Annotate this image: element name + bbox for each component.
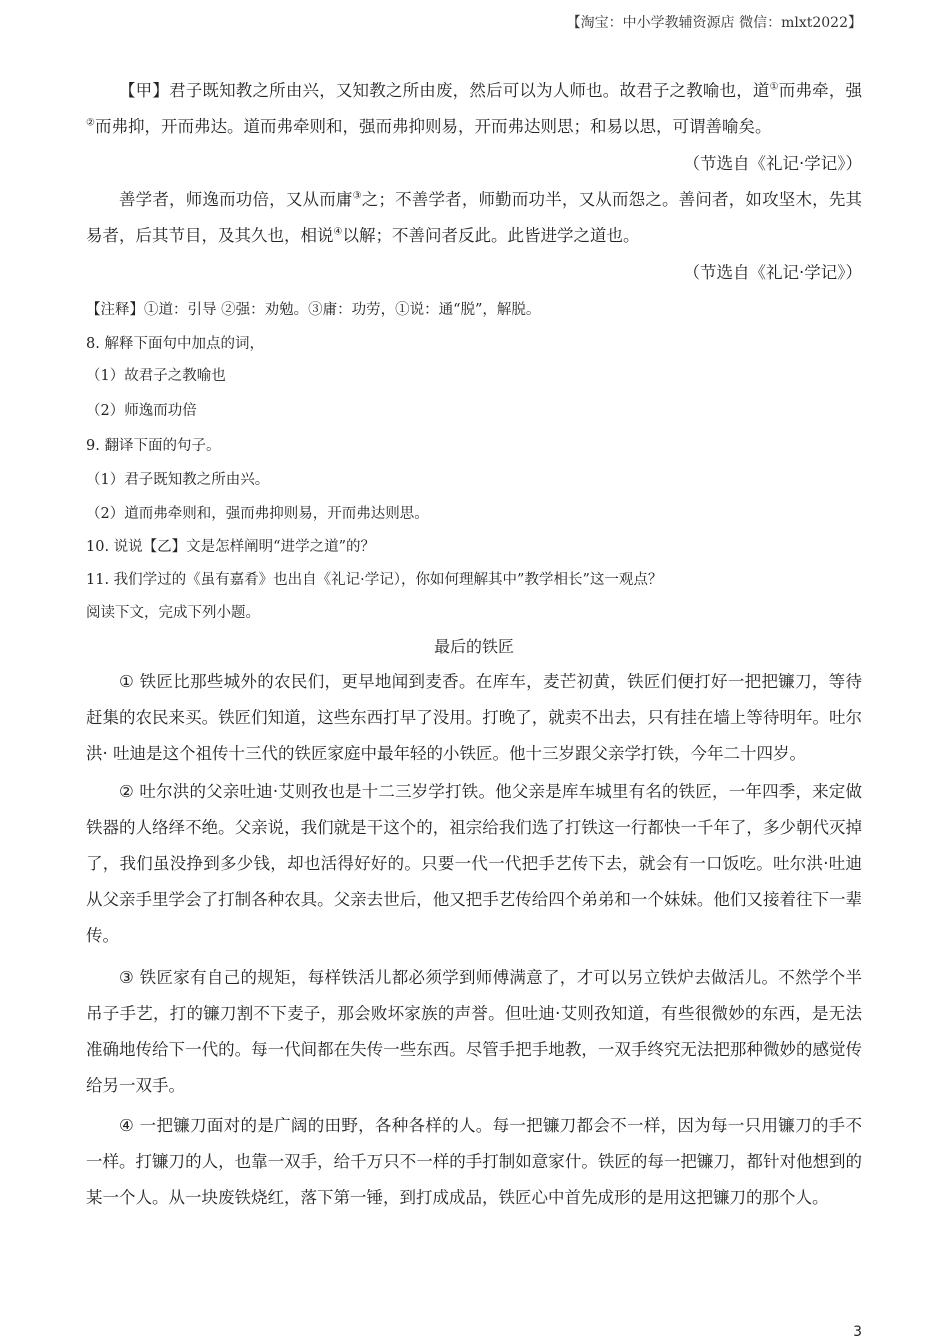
page-header: 【淘宝：中小学教辅资源店 微信：mlxt2022】 [566, 15, 862, 31]
question-11: 11. 我们学过的《虽有嘉肴》也出自《礼记·学记），你如何理解其中”教学相长”这一观点？ [86, 572, 663, 588]
passage-yi-text-1: 善学者，师逸而功倍，又从而庸 [119, 190, 353, 209]
passage-yi-source: （节选自《礼记·学记》） [683, 263, 862, 282]
question-8: 8. 解释下面句中加点的词， [86, 336, 264, 352]
question-10: 10. 说说【乙】文是怎样阐明“进学之道”的？ [86, 539, 375, 555]
question-9-1: （1）君子既知教之所由兴。 [86, 472, 270, 488]
passage-yi-text-2: 之；不善学者，师勤而功半，又从而怨之。善问者，如攻坚木，先其易者，后其节目，及其久也，相说 [86, 190, 863, 245]
reading-instruction: 阅读下文，完成下列小题。 [86, 605, 260, 621]
article-title: 最后的铁匠 [433, 637, 514, 656]
passage-jia-source: （节选自《礼记·学记》） [683, 154, 862, 173]
passage-jia-text-4: 而弗抑，开而弗达。道而弗牵则和，强而弗抑则易，开而弗达则思；和易以思，可谓善喻矣。 [94, 117, 772, 136]
annotation-notes: 【注释】①道：引导 ②强：劝勉。③庸：功劳，①说：通“脱”，解脱。 [86, 302, 541, 318]
footnote-ref-1: ① [769, 81, 779, 93]
article-paragraph-3: ③ 铁匠家有自己的规矩，每样铁活儿都必须学到师傅满意了，才可以另立铁炉去做活儿。不然学个半吊子手艺，打的镰刀割不下麦子，那会败坏家族的声誉。但吐迪·艾则孜知道，有些很微妙的东西，是无法准确地传给下一代的。每一代间都在失传一些东西。尽管手把手地教，一双手终究无法把那种微妙的感觉传给另一双手。 [86, 968, 862, 1095]
passage-jia-text-2: 而弗牵， [778, 81, 846, 100]
passage-jia-text-3: 强 [845, 81, 863, 100]
page-number: 3 [853, 1324, 862, 1340]
footnote-ref-2: ② [86, 117, 95, 129]
passage-yi [86, 182, 862, 254]
article-paragraph-1: ① 铁匠比那些城外的农民们，更早地闻到麦香。在库车，麦芒初黄，铁匠们便打好一把把镰刀，等待赶集的农民来买。铁匠们知道，这些东西打早了没用。打晚了，就卖不出去，只有挂在墙上等待明年。吐尔洪· 吐迪是这个祖传十三代的铁匠家庭中最年轻的小铁匠。他十三岁跟父亲学打铁，今年二十四岁。 [86, 672, 862, 763]
footnote-ref-4: ④ [333, 226, 343, 238]
question-8-1: （1）故君子之教喻也 [86, 368, 226, 384]
article-paragraph-2: ② 吐尔洪的父亲吐迪·艾则孜也是十二三岁学打铁。他父亲是库车城里有名的铁匠，一年四季，来定做铁器的人络绎不绝。父亲说，我们就是干这个的，祖宗给我们选了打铁这一行都快一千年了，多少朝代灭掉了，我们虽没挣到多少钱，却也活得好好的。只要一代一代把手艺传下去，就会有一口饭吃。吐尔洪·吐迪从父亲手里学会了打制各种农具。父亲去世后，他又把手艺传给四个弟弟和一个妹妹。他们又接着往下一辈传。 [86, 782, 862, 945]
passage-yi-text-3: 以解；不善问者反此。此皆进学之道也。 [342, 226, 640, 245]
footnote-ref-3: ③ [352, 190, 362, 202]
question-9: 9. 翻译下面的句子。 [86, 438, 221, 454]
question-8-2: （2）师逸而功倍 [86, 403, 197, 419]
question-9-2: （2）道而弗牵则和，强而弗抑则易，开而弗达则思。 [86, 506, 429, 522]
article-paragraph-4: ④ 一把镰刀面对的是广阔的田野，各种各样的人。每一把镰刀都会不一样，因为每一只用镰刀的手不一样。打镰刀的人，也靠一双手，给千万只不一样的手打制如意家什。铁匠的每一把镰刀，都针对他想到的某一个人。从一块废铁烧红，落下第一锤，到打成成品，铁匠心中首先成形的是用这把镰刀的那个人。 [86, 1116, 862, 1207]
passage-jia-text-1: 【甲】君子既知教之所由兴，又知教之所由废，然后可以为人师也。故君子之教喻也，道 [119, 81, 770, 100]
passage-jia [86, 73, 862, 145]
